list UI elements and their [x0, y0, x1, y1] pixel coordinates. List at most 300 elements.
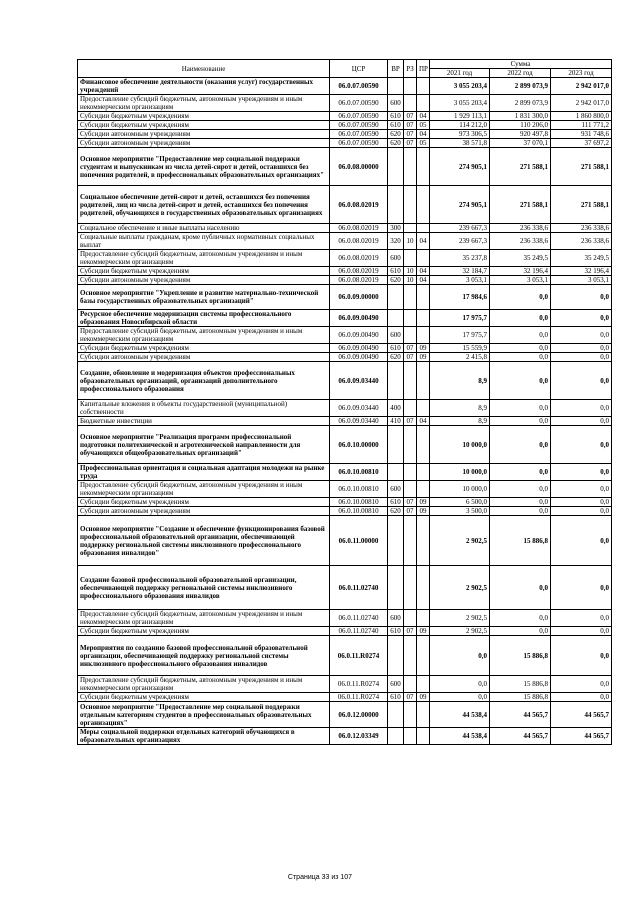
- table-row: [78, 78, 612, 95]
- row-vr: 610: [388, 498, 404, 507]
- row-name: Предоставление субсидий бюджетным, автономным учреждениям и иным некоммерческим организациям: [78, 610, 330, 627]
- row-vr: 620: [388, 353, 404, 362]
- row-rz: [404, 426, 417, 464]
- table-row: [78, 130, 612, 139]
- row-sum-2023: 271 588,1: [551, 186, 612, 224]
- row-csr: 06.0.07.00590: [330, 78, 388, 95]
- row-csr: 06.0.09.00490: [330, 353, 388, 362]
- row-sum-2021: 973 306,5: [430, 130, 490, 139]
- row-sum-2022: 236 338,6: [490, 233, 551, 250]
- row-sum-2023: 0,0: [551, 417, 612, 426]
- row-sum-2021: 2 415,8: [430, 353, 490, 362]
- row-name: Профессиональная ориентация и социальная адаптация молодежи на рынке труда: [78, 464, 330, 481]
- row-csr: 06.0.09.03440: [330, 400, 388, 417]
- row-pr: 09: [417, 353, 430, 362]
- row-rz: 07: [404, 627, 417, 636]
- row-sum-2023: 0,0: [551, 400, 612, 417]
- row-pr: [417, 148, 430, 186]
- row-sum-2021: 8,9: [430, 362, 490, 400]
- row-sum-2023: 0,0: [551, 481, 612, 498]
- row-vr: [388, 464, 404, 481]
- row-name: Капитальные вложения в объекты государственной (муниципальной) собственности: [78, 400, 330, 417]
- row-rz: 07: [404, 693, 417, 702]
- row-vr: 610: [388, 121, 404, 130]
- row-sum-2021: 6 500,0: [430, 498, 490, 507]
- row-rz: 07: [404, 507, 417, 516]
- row-sum-2021: 44 538,4: [430, 728, 490, 745]
- row-vr: [388, 285, 404, 310]
- row-pr: 09: [417, 507, 430, 516]
- row-pr: 04: [417, 112, 430, 121]
- row-name: Субсидии автономным учреждениям: [78, 139, 330, 148]
- row-rz: 07: [404, 353, 417, 362]
- row-rz: [404, 186, 417, 224]
- row-sum-2021: 2 902,5: [430, 516, 490, 566]
- row-sum-2023: 1 860 800,0: [551, 112, 612, 121]
- row-name: Предоставление субсидий бюджетным, автономным учреждениям и иным некоммерческим организациям: [78, 481, 330, 498]
- row-csr: 06.0.09.03440: [330, 417, 388, 426]
- row-name: Субсидии бюджетным учреждениям: [78, 693, 330, 702]
- row-rz: 07: [404, 139, 417, 148]
- row-pr: 04: [417, 417, 430, 426]
- budget-table: [77, 59, 612, 745]
- header-year-2021: 2021 год: [430, 69, 490, 78]
- row-pr: [417, 224, 430, 233]
- row-sum-2021: 8,9: [430, 400, 490, 417]
- row-sum-2022: 15 886,8: [490, 693, 551, 702]
- row-sum-2021: 38 571,8: [430, 139, 490, 148]
- row-rz: 10: [404, 276, 417, 285]
- row-sum-2023: 2 942 017,0: [551, 95, 612, 112]
- row-pr: 09: [417, 627, 430, 636]
- table-row: [78, 728, 612, 745]
- row-sum-2023: 2 942 017,0: [551, 78, 612, 95]
- row-name: Бюджетные инвестиции: [78, 417, 330, 426]
- row-sum-2022: 32 196,4: [490, 267, 551, 276]
- row-rz: [404, 702, 417, 728]
- row-name: Мероприятия по созданию базовой профессиональной образовательной организации, обеспечивающей поддержку региональной системы инклюзивного профессионального образования инвалидов: [78, 636, 330, 676]
- row-name: Социальные выплаты гражданам, кроме публичных нормативных социальных выплат: [78, 233, 330, 250]
- row-pr: [417, 285, 430, 310]
- row-sum-2022: 0,0: [490, 344, 551, 353]
- table-row: [78, 464, 612, 481]
- row-sum-2022: 110 206,0: [490, 121, 551, 130]
- row-name: Субсидии бюджетным учреждениям: [78, 267, 330, 276]
- row-pr: 04: [417, 130, 430, 139]
- row-rz: [404, 224, 417, 233]
- row-name: Финансовое обеспечение деятельности (оказания услуг) государственных учреждений: [78, 78, 330, 95]
- row-sum-2022: 0,0: [490, 498, 551, 507]
- row-vr: 300: [388, 224, 404, 233]
- row-csr: 06.0.07.00590: [330, 130, 388, 139]
- row-csr: 06.0.09.03440: [330, 362, 388, 400]
- table-row: [78, 186, 612, 224]
- row-pr: [417, 95, 430, 112]
- row-sum-2022: 271 588,1: [490, 148, 551, 186]
- row-csr: 06.0.08.02019: [330, 250, 388, 267]
- row-csr: 06.0.11.00000: [330, 516, 388, 566]
- row-sum-2021: 17 975,7: [430, 310, 490, 327]
- table-row: [78, 362, 612, 400]
- table-row: [78, 507, 612, 516]
- row-csr: 06.0.11.02740: [330, 610, 388, 627]
- row-vr: 620: [388, 139, 404, 148]
- row-name: Субсидии автономным учреждениям: [78, 130, 330, 139]
- row-sum-2021: 15 559,9: [430, 344, 490, 353]
- row-sum-2023: 3 053,1: [551, 276, 612, 285]
- table-row: [78, 285, 612, 310]
- row-pr: 04: [417, 276, 430, 285]
- row-vr: 610: [388, 267, 404, 276]
- row-sum-2023: 0,0: [551, 693, 612, 702]
- row-vr: 600: [388, 610, 404, 627]
- row-vr: [388, 702, 404, 728]
- row-sum-2021: 1 929 113,1: [430, 112, 490, 121]
- row-sum-2021: 3 500,0: [430, 507, 490, 516]
- row-vr: [388, 566, 404, 610]
- table-row: [78, 112, 612, 121]
- table-row: [78, 676, 612, 693]
- row-vr: 610: [388, 344, 404, 353]
- row-vr: [388, 426, 404, 464]
- row-sum-2023: 236 338,6: [551, 224, 612, 233]
- row-sum-2021: 10 000,0: [430, 426, 490, 464]
- row-sum-2021: 3 055 203,4: [430, 95, 490, 112]
- table-row: [78, 344, 612, 353]
- row-sum-2023: 0,0: [551, 636, 612, 676]
- row-sum-2021: 0,0: [430, 676, 490, 693]
- row-sum-2021: 274 905,1: [430, 148, 490, 186]
- row-name: Создание базовой профессиональной образовательной организации, обеспечивающей поддержку региональной системы инклюзивного профессионального образования инвалидов: [78, 566, 330, 610]
- row-csr: 06.0.08.02019: [330, 276, 388, 285]
- row-sum-2022: 236 338,6: [490, 224, 551, 233]
- row-rz: [404, 250, 417, 267]
- row-sum-2021: 2 902,5: [430, 610, 490, 627]
- row-sum-2022: 15 886,8: [490, 676, 551, 693]
- table-row: [78, 95, 612, 112]
- table-row: [78, 702, 612, 728]
- row-vr: 600: [388, 676, 404, 693]
- row-rz: [404, 481, 417, 498]
- table-row: [78, 426, 612, 464]
- row-vr: 320: [388, 233, 404, 250]
- row-sum-2022: 3 053,1: [490, 276, 551, 285]
- row-name: Предоставление субсидий бюджетным, автономным учреждениям и иным некоммерческим организациям: [78, 676, 330, 693]
- row-pr: [417, 362, 430, 400]
- row-sum-2022: 44 565,7: [490, 728, 551, 745]
- header-name: Наименование: [78, 60, 330, 78]
- row-sum-2022: 0,0: [490, 566, 551, 610]
- row-vr: [388, 78, 404, 95]
- row-pr: 05: [417, 121, 430, 130]
- row-sum-2021: 3 053,1: [430, 276, 490, 285]
- header-pr: ПР: [417, 60, 430, 78]
- table-row: [78, 353, 612, 362]
- table-row: [78, 481, 612, 498]
- row-pr: [417, 516, 430, 566]
- row-sum-2023: 35 249,5: [551, 250, 612, 267]
- row-name: Субсидии автономным учреждениям: [78, 276, 330, 285]
- row-csr: 06.0.08.02019: [330, 186, 388, 224]
- row-sum-2021: 35 237,8: [430, 250, 490, 267]
- row-sum-2023: 0,0: [551, 566, 612, 610]
- row-sum-2022: 0,0: [490, 464, 551, 481]
- row-csr: 06.0.07.00590: [330, 112, 388, 121]
- row-rz: [404, 285, 417, 310]
- row-rz: [404, 78, 417, 95]
- row-csr: 06.0.08.00000: [330, 148, 388, 186]
- row-name: Основное мероприятие "Предоставление мер социальной поддержки отдельным категориям студентов в профессиональных образовательных организациях": [78, 702, 330, 728]
- row-rz: [404, 676, 417, 693]
- row-csr: 06.0.08.02019: [330, 224, 388, 233]
- row-sum-2023: 111 771,2: [551, 121, 612, 130]
- row-sum-2022: 0,0: [490, 426, 551, 464]
- row-pr: 09: [417, 498, 430, 507]
- row-rz: 07: [404, 344, 417, 353]
- row-sum-2022: 2 899 073,9: [490, 78, 551, 95]
- table-row: [78, 148, 612, 186]
- table-row: [78, 267, 612, 276]
- row-pr: [417, 400, 430, 417]
- row-name: Основное мероприятие "Реализация программ профессиональной подготовки политехнической и агротехнической направленности для обучающихся общеобразовательных организаций": [78, 426, 330, 464]
- row-vr: [388, 636, 404, 676]
- header-vr: ВР: [388, 60, 404, 78]
- row-csr: 06.0.12.00000: [330, 702, 388, 728]
- row-name: Основное мероприятие "Создание и обеспечение функционирования базовой профессиональной образовательной организации, обеспечивающей поддержку региональной системы инклюзивного профессионального образования инвалидов": [78, 516, 330, 566]
- row-sum-2021: 17 984,6: [430, 285, 490, 310]
- row-sum-2022: 0,0: [490, 507, 551, 516]
- row-sum-2021: 2 902,5: [430, 627, 490, 636]
- row-sum-2023: 0,0: [551, 353, 612, 362]
- row-name: Субсидии бюджетным учреждениям: [78, 627, 330, 636]
- row-vr: 610: [388, 112, 404, 121]
- row-name: Субсидии бюджетным учреждениям: [78, 112, 330, 121]
- row-vr: 400: [388, 400, 404, 417]
- row-rz: 10: [404, 233, 417, 250]
- row-vr: 600: [388, 481, 404, 498]
- row-name: Предоставление субсидий бюджетным, автономным учреждениям и иным некоммерческим организациям: [78, 327, 330, 344]
- row-csr: 06.0.10.00810: [330, 507, 388, 516]
- header-sum: Сумма: [430, 60, 612, 69]
- row-sum-2022: 44 565,7: [490, 702, 551, 728]
- table-row: [78, 400, 612, 417]
- row-name: Субсидии автономным учреждениям: [78, 353, 330, 362]
- header-csr: ЦСР: [330, 60, 388, 78]
- row-pr: 05: [417, 139, 430, 148]
- row-vr: [388, 728, 404, 745]
- header-year-2023: 2023 год: [551, 69, 612, 78]
- row-pr: [417, 728, 430, 745]
- row-rz: [404, 464, 417, 481]
- header-rz: РЗ: [404, 60, 417, 78]
- table-row: [78, 636, 612, 676]
- row-rz: 07: [404, 130, 417, 139]
- table-row: [78, 516, 612, 566]
- row-pr: [417, 566, 430, 610]
- row-rz: 07: [404, 498, 417, 507]
- row-sum-2022: 920 497,8: [490, 130, 551, 139]
- row-sum-2023: 0,0: [551, 285, 612, 310]
- row-sum-2023: 236 338,6: [551, 233, 612, 250]
- row-vr: 600: [388, 250, 404, 267]
- row-name: Субсидии бюджетным учреждениям: [78, 344, 330, 353]
- row-csr: 06.0.11.02740: [330, 566, 388, 610]
- row-vr: 620: [388, 130, 404, 139]
- row-rz: [404, 610, 417, 627]
- row-sum-2023: 0,0: [551, 464, 612, 481]
- row-sum-2022: 0,0: [490, 481, 551, 498]
- row-sum-2021: 114 212,0: [430, 121, 490, 130]
- row-pr: 09: [417, 344, 430, 353]
- row-csr: 06.0.08.02019: [330, 233, 388, 250]
- row-pr: [417, 310, 430, 327]
- row-sum-2023: 0,0: [551, 362, 612, 400]
- row-sum-2021: 10 000,0: [430, 464, 490, 481]
- row-rz: [404, 566, 417, 610]
- row-sum-2022: 37 070,1: [490, 139, 551, 148]
- row-sum-2022: 0,0: [490, 400, 551, 417]
- row-csr: 06.0.11.R0274: [330, 636, 388, 676]
- row-sum-2023: 0,0: [551, 344, 612, 353]
- row-pr: [417, 610, 430, 627]
- row-rz: 07: [404, 417, 417, 426]
- row-sum-2021: 239 667,3: [430, 233, 490, 250]
- row-pr: [417, 78, 430, 95]
- row-sum-2023: 0,0: [551, 327, 612, 344]
- row-pr: 09: [417, 693, 430, 702]
- row-csr: 06.0.09.00490: [330, 310, 388, 327]
- row-sum-2022: 15 886,8: [490, 516, 551, 566]
- row-name: Создание, обновление и модернизация объектов профессиональных образовательных организаций, организаций дополнительного профессионального образования: [78, 362, 330, 400]
- row-sum-2021: 32 184,7: [430, 267, 490, 276]
- row-sum-2021: 274 905,1: [430, 186, 490, 224]
- row-pr: [417, 481, 430, 498]
- row-sum-2023: 0,0: [551, 507, 612, 516]
- row-csr: 06.0.10.00810: [330, 464, 388, 481]
- row-vr: 610: [388, 627, 404, 636]
- row-csr: 06.0.07.00590: [330, 121, 388, 130]
- row-rz: [404, 310, 417, 327]
- row-vr: [388, 310, 404, 327]
- row-pr: 04: [417, 267, 430, 276]
- row-pr: [417, 186, 430, 224]
- row-vr: [388, 186, 404, 224]
- row-rz: [404, 95, 417, 112]
- row-csr: 06.0.11.02740: [330, 627, 388, 636]
- row-sum-2022: 0,0: [490, 362, 551, 400]
- row-sum-2023: 37 697,2: [551, 139, 612, 148]
- row-sum-2021: 239 667,3: [430, 224, 490, 233]
- row-sum-2021: 17 975,7: [430, 327, 490, 344]
- row-pr: [417, 676, 430, 693]
- table-row: [78, 327, 612, 344]
- row-sum-2023: 931 748,6: [551, 130, 612, 139]
- row-name: Социальное обеспечение и иные выплаты населению: [78, 224, 330, 233]
- row-sum-2021: 10 000,0: [430, 481, 490, 498]
- row-sum-2023: 44 565,7: [551, 728, 612, 745]
- row-pr: [417, 464, 430, 481]
- row-csr: 06.0.09.00490: [330, 344, 388, 353]
- header-row: [78, 60, 612, 69]
- row-sum-2021: 3 055 203,4: [430, 78, 490, 95]
- row-sum-2021: 0,0: [430, 636, 490, 676]
- row-csr: 06.0.10.00810: [330, 498, 388, 507]
- table-row: [78, 310, 612, 327]
- row-sum-2023: 32 196,4: [551, 267, 612, 276]
- row-csr: 06.0.12.03349: [330, 728, 388, 745]
- row-name: Основное мероприятие "Предоставление мер социальной поддержки студентам и выпускникам из числа детей-сирот и детей, оставшихся без попечения родителей, в профессиональных образовательных организациях": [78, 148, 330, 186]
- row-rz: [404, 362, 417, 400]
- table-row: [78, 139, 612, 148]
- row-pr: [417, 702, 430, 728]
- row-rz: 07: [404, 121, 417, 130]
- row-sum-2021: 44 538,4: [430, 702, 490, 728]
- row-rz: 07: [404, 112, 417, 121]
- row-name: Меры социальной поддержки отдельных категорий обучающихся в образовательных организациях: [78, 728, 330, 745]
- row-rz: 10: [404, 267, 417, 276]
- row-csr: 06.0.11.R0274: [330, 693, 388, 702]
- row-vr: 600: [388, 95, 404, 112]
- row-csr: 06.0.11.R0274: [330, 676, 388, 693]
- row-vr: 620: [388, 507, 404, 516]
- row-sum-2022: 0,0: [490, 285, 551, 310]
- row-vr: [388, 148, 404, 186]
- row-csr: 06.0.08.02019: [330, 267, 388, 276]
- row-sum-2022: 1 831 300,0: [490, 112, 551, 121]
- row-name: Социальное обеспечение детей-сирот и детей, оставшихся без попечения родителей, лиц из числа детей-сирот и детей, оставшихся без попечения родителей, обучающихся в государственных образовательных организациях: [78, 186, 330, 224]
- row-pr: 04: [417, 233, 430, 250]
- table-row: [78, 417, 612, 426]
- row-sum-2023: 0,0: [551, 310, 612, 327]
- table-body: [78, 78, 612, 745]
- row-sum-2023: 44 565,7: [551, 702, 612, 728]
- row-rz: [404, 636, 417, 676]
- row-csr: 06.0.10.00000: [330, 426, 388, 464]
- row-csr: 06.0.07.00590: [330, 95, 388, 112]
- row-pr: [417, 636, 430, 676]
- row-sum-2022: 0,0: [490, 310, 551, 327]
- row-sum-2021: 0,0: [430, 693, 490, 702]
- row-sum-2023: 0,0: [551, 516, 612, 566]
- page-number: Страница 33 из 107: [287, 874, 353, 881]
- row-name: Субсидии бюджетным учреждениям: [78, 498, 330, 507]
- table-row: [78, 276, 612, 285]
- row-csr: 06.0.07.00590: [330, 139, 388, 148]
- table-row: [78, 566, 612, 610]
- row-sum-2023: 0,0: [551, 627, 612, 636]
- row-sum-2022: 0,0: [490, 627, 551, 636]
- row-rz: [404, 400, 417, 417]
- row-csr: 06.0.09.00000: [330, 285, 388, 310]
- row-rz: [404, 516, 417, 566]
- row-sum-2023: 0,0: [551, 426, 612, 464]
- row-vr: 410: [388, 417, 404, 426]
- row-pr: [417, 426, 430, 464]
- row-csr: 06.0.10.00810: [330, 481, 388, 498]
- table-row: [78, 610, 612, 627]
- row-name: Основное мероприятие "Укрепление и развитие материально-технической базы государственных образовательных организаций": [78, 285, 330, 310]
- row-name: Субсидии автономным учреждениям: [78, 507, 330, 516]
- table-row: [78, 250, 612, 267]
- row-vr: 620: [388, 276, 404, 285]
- row-csr: 06.0.09.00490: [330, 327, 388, 344]
- table-row: [78, 693, 612, 702]
- row-sum-2022: 0,0: [490, 610, 551, 627]
- row-sum-2023: 0,0: [551, 610, 612, 627]
- row-pr: [417, 250, 430, 267]
- row-sum-2023: 271 588,1: [551, 148, 612, 186]
- row-sum-2022: 0,0: [490, 327, 551, 344]
